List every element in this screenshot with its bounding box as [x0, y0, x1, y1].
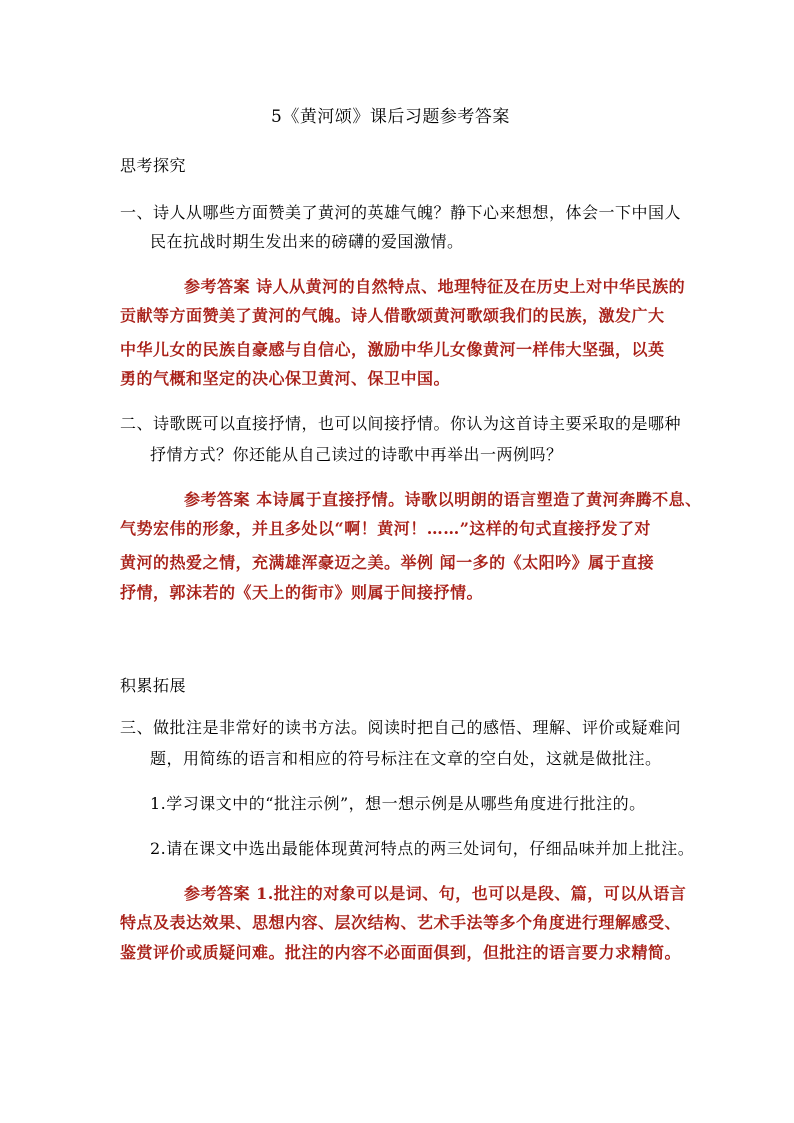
question-1-line-2: 民在抗战时期生发出来的磅礴的爱国激情。 [150, 232, 464, 251]
section-heading-thinking: 思考探究 [120, 156, 187, 175]
question-3-subitem-2: 2.请在课文中选出最能体现黄河特点的两三处词句，仔细品味并加上批注。 [150, 839, 695, 858]
answer-3-line-3: 鉴赏评价或质疑问难。批注的内容不必面面俱到，但批注的语言要力求精简。 [120, 943, 682, 962]
answer-1-line-3: 中华儿女的民族自豪感与自信心，激励中华儿女像黄河一样伟大坚强，以英 [120, 340, 665, 359]
section-heading-accumulation: 积累拓展 [120, 676, 187, 695]
answer-2-line-3: 黄河的热爱之情，充满雄浑豪迈之美。举例 闻一多的《太阳吟》属于直接 [120, 553, 655, 572]
page-title: 5《黄河颂》课后习题参考答案 [271, 107, 510, 127]
answer-1-line-4: 勇的气概和坚定的决心保卫黄河、保卫中国。 [120, 369, 451, 388]
answer-2-line-2: 气势宏伟的形象，并且多处以“啊！黄河！……”这样的句式直接抒发了对 [120, 519, 651, 538]
question-3-line-1: 三、做批注是非常好的读书方法。阅读时把自己的感悟、理解、评价或疑难问 [120, 718, 682, 737]
answer-3-line-2: 特点及表达效果、思想内容、层次结构、艺术手法等多个角度进行理解感受、 [120, 913, 682, 932]
answer-1-line-1: 参考答案 诗人从黄河的自然特点、地理特征及在历史上对中华民族的 [184, 277, 686, 296]
answer-2-line-1: 参考答案 本诗属于直接抒情。诗歌以明朗的语言塑造了黄河奔腾不息、 [184, 490, 702, 509]
question-3-subitem-1: 1.学习课文中的“批注示例”，想一想示例是从哪些角度进行批注的。 [150, 794, 646, 813]
question-2-line-1: 二、诗歌既可以直接抒情，也可以间接抒情。你认为这首诗主要采取的是哪种 [120, 414, 682, 433]
answer-2-line-4: 抒情，郭沫若的《天上的街市》则属于间接抒情。 [120, 583, 484, 602]
answer-1-line-2: 贡献等方面赞美了黄河的气魄。诗人借歌颂黄河歌颂我们的民族，激发广大 [120, 306, 665, 325]
question-3-line-2: 题，用简练的语言和相应的符号标注在文章的空白处，这就是做批注。 [150, 749, 662, 768]
question-2-line-2: 抒情方式？你还能从自己读过的诗歌中再举出一两例吗？ [150, 445, 563, 464]
question-1-line-1: 一、诗人从哪些方面赞美了黄河的英雄气魄？静下心来想想，体会一下中国人 [120, 203, 682, 222]
answer-3-line-1: 参考答案 1.批注的对象可以是词、句，也可以是段、篇，可以从语言 [184, 884, 687, 903]
